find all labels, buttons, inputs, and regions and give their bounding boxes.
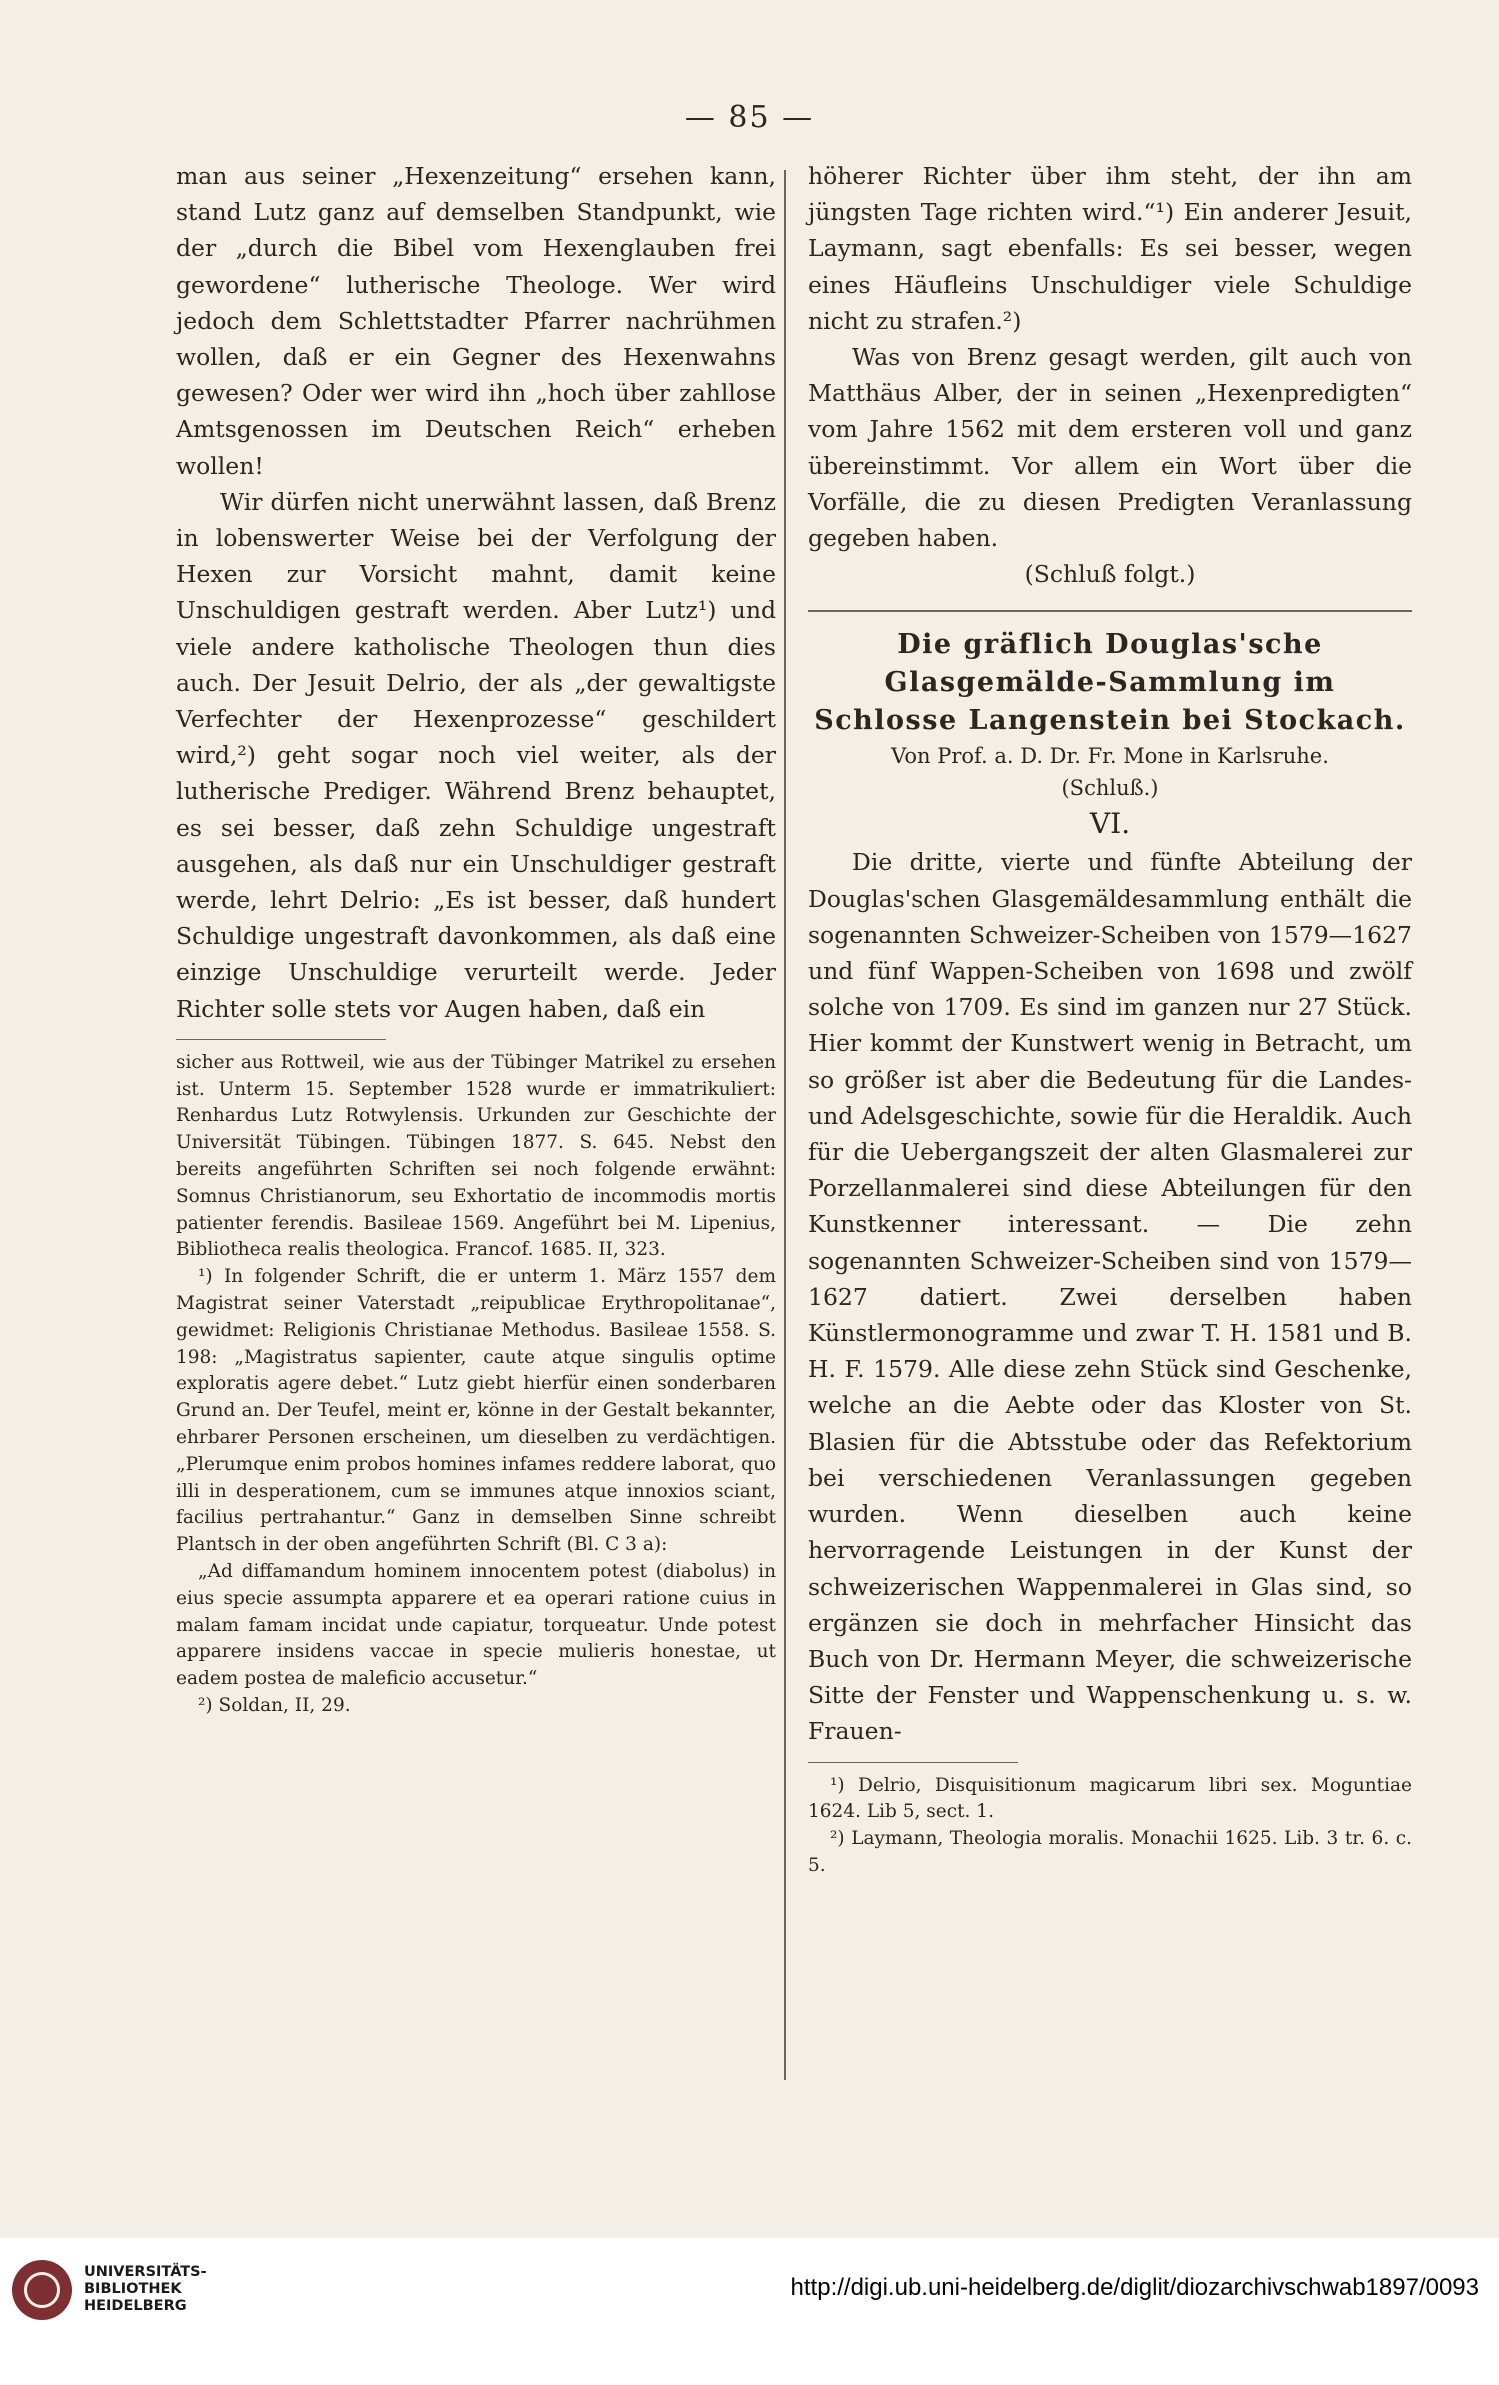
paragraph: höherer Richter über ihm steht, der ihn am jüngsten Tage richten wird.“¹) Ein anderer Jesuit, Laymann, sagt ebenfalls: Es sei besser, wegen eines Häufleins Unschuldiger viele Schuldige nicht zu strafen.²)	[808, 162, 1412, 335]
paragraph: Die dritte, vierte und fünfte Abteilung der Douglas'schen Glasgemäldesammlung enthält die sogenannten Schweizer-Scheiben von 1579—1627 und fünf Wappen-Scheiben von 1698 und zwölf solche von 1709. Es sind im ganzen nur 27 Stück. Hier kommt der Kunstwert wenig in Betracht, um so größer ist aber die Bedeutung für die Landes- und Adelsgeschichte, sowie für die Heraldik. Auch für die Uebergangszeit der alten Glasmalerei zur Porzellanmalerei sind diese Abteilungen für den Kunstkenner interessant. — Die zehn sogenannten Schweizer-Scheiben sind von 1579—1627 datiert. Zwei derselben haben Künstlermonogramme und zwar T. H. 1581 und B. H. F. 1579. Alle diese zehn Stück sind Geschenke, welche an die Aebte oder das Kloster von St. Blasien für die Abtsstube oder das Refektorium bei verschiedenen Veranlassungen gegeben wurden. Wenn dieselben auch keine hervorragende Leistungen in der Kunst der schweizerischen Wappenmalerei in Glas sind, so ergänzen sie doch in mehrfacher Hinsicht das Buch von Dr. Hermann Meyer, die schweizerische Sitte der Fenster und Wappenschenkung u. s. w. Frauen-	[808, 848, 1412, 1746]
paragraph: Was von Brenz gesagt werden, gilt auch von Matthäus Alber, der in seinen „Hexenpredigten“ vom Jahre 1562 mit dem ersteren voll und ganz übereinstimmt. Vor allem ein Wort über die Vorfälle, die zu diesen Predigten Veranlassung gegeben haben.	[808, 343, 1412, 553]
column-divider	[784, 170, 786, 2080]
footnotes	[176, 1050, 776, 1720]
continuation-note: (Schluß.)	[1061, 776, 1159, 801]
source-url-link[interactable]: http://digi.ub.uni-heidelberg.de/diglit/diozarchivschwab1897/0093	[790, 2274, 1479, 2301]
section-number: VI.	[1089, 807, 1131, 841]
library-footer	[0, 2238, 1499, 2385]
to-be-continued: (Schluß folgt.)	[1024, 560, 1196, 589]
footnote: sicher aus Rottweil, wie aus der Tübinger Matrikel zu ersehen ist. Unterm 15. September 1528 wurde er immatrikuliert: Renhardus Lutz Rotwylensis. Urkunden zur Geschichte der Universität Tübingen. Tübingen 1877. S. 645. Nebst den bereits angeführten Schriften sei noch folgende erwähnt: Somnus Christianorum, seu Exhortatio de incommodis mortis patienter ferendis. Basileae 1569. Angeführt bei M. Lipenius, Bibliotheca realis theologica. Francof. 1685. II, 323.	[176, 1051, 776, 1261]
institution-name: UNIVERSITÄTS- BIBLIOTHEK HEIDELBERG	[84, 2264, 207, 2314]
right-column	[808, 158, 1412, 1880]
footnote: ²) Soldan, II, 29.	[198, 1695, 351, 1716]
university-seal-icon	[12, 2260, 72, 2320]
article-byline: Von Prof. a. D. Dr. Fr. Mone in Karlsruhe.	[891, 744, 1329, 769]
article-title: Die gräflich Douglas'sche Glasgemälde-Sammlung im Schlosse Langenstein bei Stockach.	[814, 629, 1406, 737]
footnote: „Ad diffamandum hominem innocentem potest (diabolus) in eius specie assumpta apparere et ea operari ratione cuius in malam famam incidat unde capiatur, torqueatur. Unde potest apparere insidens vaccae in specie mulieris honestae, ut eadem postea de maleficio accusetur.“	[176, 1561, 776, 1690]
footnote: ¹) Delrio, Disquisitionum magicarum libri sex. Moguntiae 1624. Lib 5, sect. 1.	[808, 1774, 1412, 1823]
footnote: ¹) In folgender Schrift, die er unterm 1. März 1557 dem Magistrat seiner Vaterstadt „reipublicae Erythropolitanae“, gewidmet: Religionis Christianae Methodus. Basileae 1558. S. 198: „Magistratus sapienter, caute atque singulis optime exploratis agere debet.“ Lutz giebt hierfür einen sonderbaren Grund an. Der Teufel, meint er, könne in der Gestalt bekannter, ehrbarer Personen erscheinen, um dieselben zu verdächtigen. „Plerumque enim probos homines infames reddere laborat, quo illi in desperationem, cum se immunes atque innoxios sciant, facilius pertrahantur.“ Ganz in demselben Sinne schreibt Plantsch in der oben angeführten Schrift (Bl. C 3 a):	[176, 1266, 776, 1556]
footnote-divider	[808, 1762, 1018, 1763]
footnote-divider	[176, 1039, 386, 1040]
paragraph: Wir dürfen nicht unerwähnt lassen, daß Brenz in lobenswerter Weise bei der Verfolgung der Hexen zur Vorsicht mahnt, damit keine Unschuldigen gestraft werden. Aber Lutz¹) und viele andere katholische Theologen thun dies auch. Der Jesuit Delrio, der als „der gewaltigste Verfechter der Hexenprozesse“ geschildert wird,²) geht sogar noch viel weiter, als der lutherische Prediger. Während Brenz behauptet, es sei besser, daß zehn Schuldige ungestraft ausgehen, als daß nur ein Unschuldiger gestraft werde, lehrt Delrio: „Es ist besser, daß hundert Schuldige ungestraft davonkommen, als daß eine einzige Unschuldige verurteilt werde. Jeder Richter solle stets vor Augen haben, daß ein	[176, 487, 776, 1023]
page-number: — 85 —	[684, 100, 815, 135]
left-column	[176, 158, 776, 1720]
footnote: ²) Laymann, Theologia moralis. Monachii 1625. Lib. 3 tr. 6. c. 5.	[808, 1828, 1412, 1876]
section-rule	[808, 610, 1412, 612]
paragraph: man aus seiner „Hexenzeitung“ ersehen kann, stand Lutz ganz auf demselben Standpunkt, wie der „durch die Bibel vom Hexenglauben frei gewordene“ lutherische Theologe. Wer wird jedoch dem Schlettstadter Pfarrer nachrühmen wollen, daß er ein Gegner des Hexenwahns gewesen? Oder wer wird ihn „hoch über zahllose Amtsgenossen im Deutschen Reich“ erheben wollen!	[176, 162, 776, 480]
footnotes	[808, 1773, 1412, 1880]
